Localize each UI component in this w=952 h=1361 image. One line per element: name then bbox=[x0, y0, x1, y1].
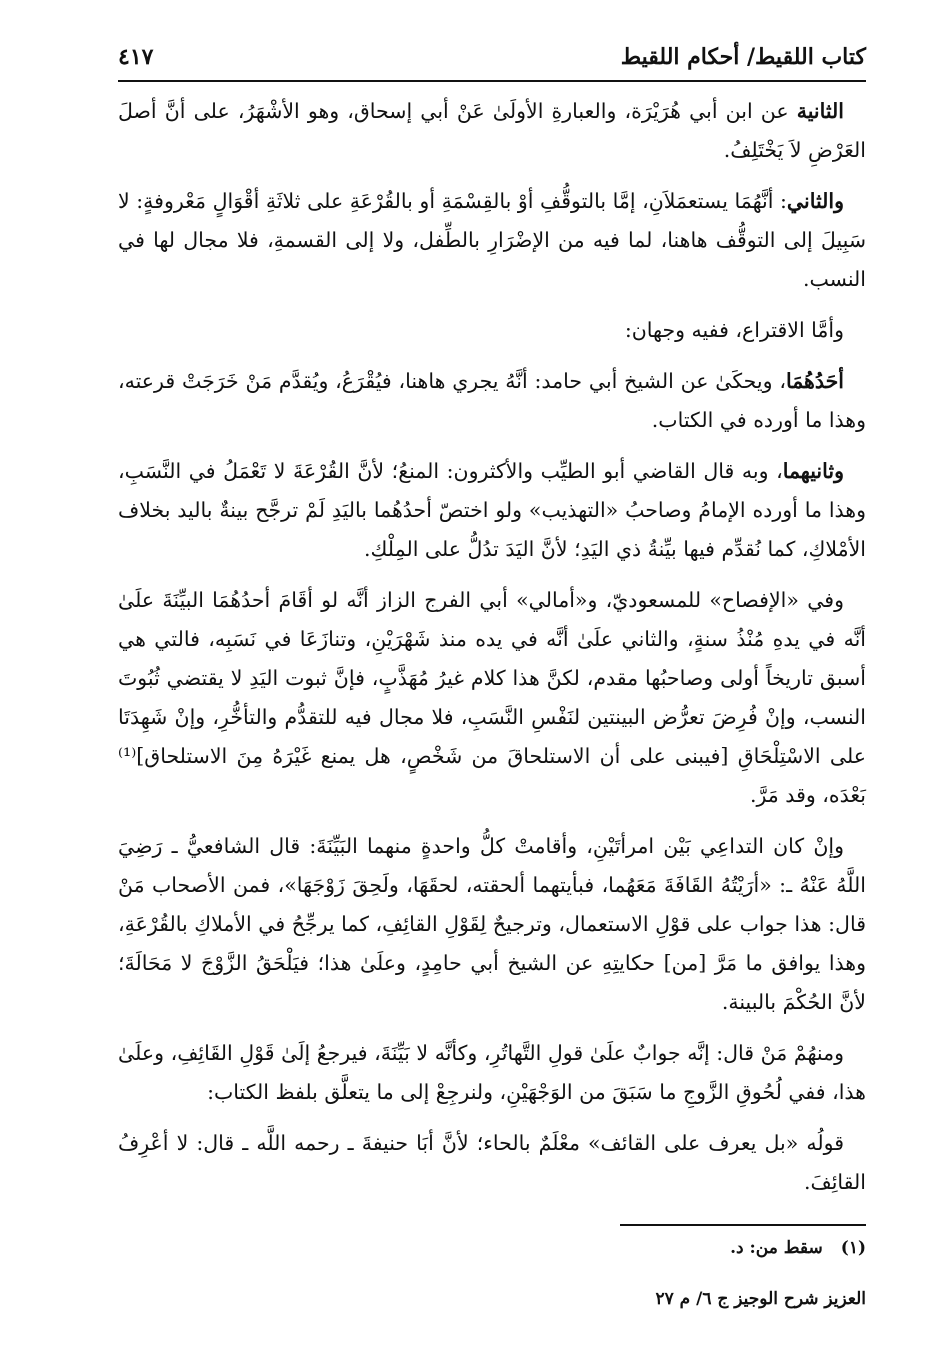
paragraph-text: وإنْ كان التداعِي بَيْن امرأتَيْنِ، وأقامتْ كلُّ واحدةٍ منهما البَيِّنَةَ: قال الشافعيُّ ـ رَضِيَ اللَّهُ عَنْهُ ـ: «أرَيْتُهُ القَافَةَ مَعَهُما، فبأيتهما ألحقته، لحقَهَا، ولَحِقَ زَوْجَهَا»، فمن الأصحاب مَنْ قال: هذا جواب على قوْلِ الاستعمال، وترجيحٌ لِقَوْلِ القائِفِ، كما يرجِّحُ في الأملاكِ بالقُرْعَةِ، وهذا يوافق ما مَرَّ [من] حكايتِهِ عن الشيخ أبي حامِدٍ، وعلَىٰ هذا؛ فيَلْحَقُ الزَّوْجَ لا مَحَالَةَ؛ لأنَّ الحُكْمَ بالبينة. bbox=[118, 834, 866, 1014]
paragraph bbox=[118, 452, 866, 569]
footnote-text: سقط من: د. bbox=[730, 1238, 823, 1258]
page-number: ٤١٧ bbox=[118, 44, 154, 70]
paragraph-lead: الثانية bbox=[796, 99, 844, 123]
paragraph bbox=[118, 182, 866, 299]
running-header bbox=[118, 44, 866, 80]
header-rule bbox=[118, 80, 866, 82]
footnote-number: (١) bbox=[840, 1238, 866, 1258]
paragraph bbox=[118, 1034, 866, 1112]
paragraph bbox=[118, 311, 866, 350]
paragraph bbox=[118, 362, 866, 440]
signature-mark: العزيز شرح الوجيز ج ٦/ م ٢٧ bbox=[655, 1289, 866, 1309]
paragraph-text: ومنهُمْ مَنْ قال: إنَّه جوابٌ علَىٰ قولِ التَّهاتُرِ، وكأنَّه لا بَيِّنَةَ، فيرجعُ إلَىٰ قَوْلِ القَائِفِ، وعلَىٰ هذا، ففي لُحُوقِ الزَّوجِ ما سَبَقَ من الوَجْهَيْنِ، ولنرجِعْ إلى ما يتعلَّق بلفظ الكتاب: bbox=[118, 1041, 866, 1104]
header-title: كتاب اللقيط/ أحكام اللقيط bbox=[620, 44, 866, 70]
paragraph bbox=[118, 92, 866, 170]
paragraph-lead: وثانيهما bbox=[782, 459, 844, 483]
footnote-rule bbox=[620, 1224, 866, 1226]
paragraph-text: وفي «الإفصاح» للمسعوديّ، و«أمالي» أبي الفرج الزاز أنَّه لو أقَامَ أحدُهُمَا البيِّنَةَ علَىٰ أنَّه في يدهِ مُنْذُ سنةٍ، والثاني علَىٰ أنَّه في يده منذ شَهْرَيْنِ، وتنازَعَا في نَسَبِه، فالتي هي أسبق تاريخاً أولى وصاحبُها مقدم، لكنَّ هذا كلام غيرُ مُهَذَّبٍ، فإنَّ ثبوت اليَدِ لا يقتضي ثُبُوتَ النسب، وإنْ فُرِضَ تعرُّض البينتين لنَفْسِ النَّسَبِ، فلا مجال فيه للتقدُّم والتأخُّرِ، وإنْ شَهِدَتَا على الاسْتِلْحَاقِ [فيبنى على أن الاستلحاقَ من شَخْصٍ، هل يمنع غَيْرَهُ مِنَ الاستلحاق]⁽¹⁾ بَعْدَه، وقد مَرَّ. bbox=[118, 588, 866, 807]
paragraph-text: ، ويحكَىٰ عن الشيخ أبي حامد: أنَّهُ يجري هاهنا، فيُقْرَعُ، ويُقدَّم مَنْ خَرَجَتْ قرعته، وهذا ما أورده في الكتاب. bbox=[118, 369, 866, 432]
footnote bbox=[730, 1238, 866, 1258]
paragraph-text: قولُه «بل يعرف على القائف» معْلَمٌ بالحاء؛ لأنَّ أبَا حنيفةَ ـ رحمه اللَّه ـ قال: لا أعْرِفُ القائِفَ. bbox=[118, 1131, 866, 1194]
paragraph bbox=[118, 1124, 866, 1202]
paragraph-lead: والثاني bbox=[786, 189, 844, 213]
paragraph-lead: أحَدُهُمَا bbox=[785, 369, 844, 393]
paragraph-text: ، وبه قال القاضي أبو الطيِّب والأكثرون: المنعُ؛ لأنَّ القُرْعَةَ لا تَعْمَلُ في النَّسَبِ، وهذا ما أورده الإمامُ وصاحبُ «التهذيب» ولو اختصّ أحدُهُما باليَدِ لَمْ ترجَّح بينةٌ باليد بخلاف الأمْلاكِ، كما نُقدِّم فيها بيِّنةُ ذي اليَدِ؛ لأنَّ اليَدَ تدُلُّ على المِلْكِ. bbox=[118, 459, 866, 561]
paragraph bbox=[118, 581, 866, 815]
main-text bbox=[118, 92, 866, 1202]
page-body bbox=[118, 44, 866, 1309]
paragraph-text: : أنَّهُمَا يستعمَلاَنِ، إمَّا بالتوقُّفِ أوْ بالقِسْمَةِ أو بالقُرْعَةِ على ثلاثَةِ أقْوَالٍ مَعْروفةٍ: لا سَبِيلَ إلى التوقُّف هاهنا، لما فيه من الإضْرَارِ بالطِّفل، ولا إلى القسمةِ، فلا مجال لها في النسب. bbox=[118, 189, 866, 291]
paragraph bbox=[118, 827, 866, 1022]
paragraph-text: عن ابن أبي هُرَيْرَة، والعبارةِ الأولَىٰ عَنْ أبي إسحاق، وهو الأشْهَرُ، على أنَّ أصلَ العَرْضِ لاَ يَخْتَلِفُ. bbox=[118, 99, 866, 162]
paragraph-text: وأمَّا الاقتراع، ففيه وجهان: bbox=[624, 318, 844, 342]
